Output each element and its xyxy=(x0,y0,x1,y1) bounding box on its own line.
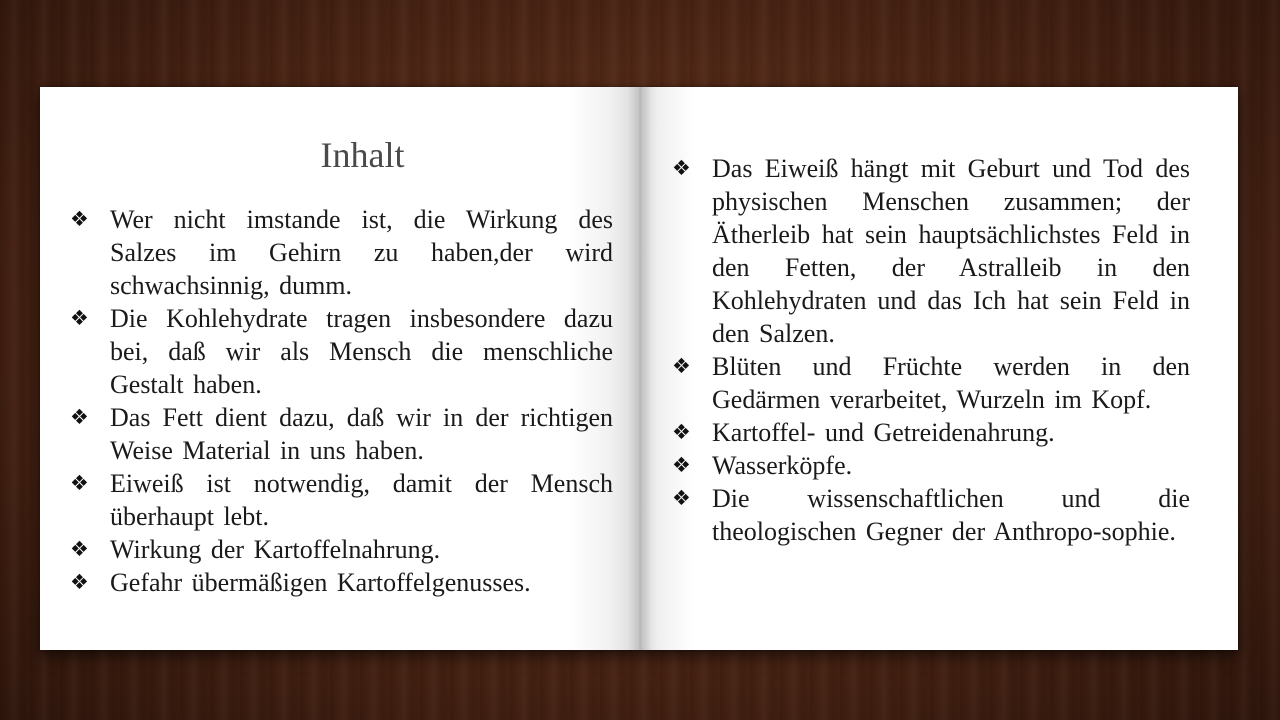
list-item xyxy=(68,203,613,302)
list-item xyxy=(670,449,1190,482)
list-item xyxy=(68,401,613,467)
diamond-bullet-icon: ❖ xyxy=(70,570,89,594)
diamond-bullet-icon: ❖ xyxy=(70,537,89,561)
list-item-text: Blüten und Früchte werden in den Gedärmen verarbeitet, Wurzeln im Kopf. xyxy=(712,352,1190,414)
book-spine xyxy=(628,87,652,650)
list-item xyxy=(68,533,613,566)
list-item-text: Die Kohlehydrate tragen insbesondere dazu bei, daß wir als Mensch die menschliche Gestalt haben. xyxy=(110,304,613,399)
page-title: Inhalt xyxy=(320,135,405,175)
left-bullet-list xyxy=(68,203,613,599)
diamond-bullet-icon: ❖ xyxy=(70,306,89,330)
open-book xyxy=(40,87,1238,650)
diamond-bullet-icon: ❖ xyxy=(70,207,89,231)
list-item-text: Kartoffel- und Getreidenahrung. xyxy=(712,418,1055,447)
left-page xyxy=(40,87,640,650)
diamond-bullet-icon: ❖ xyxy=(672,354,691,378)
diamond-bullet-icon: ❖ xyxy=(70,471,89,495)
diamond-bullet-icon: ❖ xyxy=(672,486,691,510)
diamond-bullet-icon: ❖ xyxy=(672,420,691,444)
list-item xyxy=(68,467,613,533)
list-item-text: Gefahr übermäßigen Kartoffelgenusses. xyxy=(110,568,531,597)
list-item xyxy=(68,566,613,599)
right-bullet-list xyxy=(670,152,1190,548)
list-item-text: Eiweiß ist notwendig, damit der Mensch überhaupt lebt. xyxy=(110,469,613,531)
list-item-text: Wer nicht imstande ist, die Wirkung des Salzes im Gehirn zu haben,der wird schwachsinnig, dumm. xyxy=(110,205,613,300)
list-item xyxy=(670,152,1190,350)
list-item xyxy=(670,350,1190,416)
list-item-text: Wasserköpfe. xyxy=(712,451,853,480)
list-item xyxy=(670,416,1190,449)
list-item-text: Die wissenschaftlichen und die theologischen Gegner der Anthropo-sophie. xyxy=(712,484,1190,546)
diamond-bullet-icon: ❖ xyxy=(672,453,691,477)
diamond-bullet-icon: ❖ xyxy=(70,405,89,429)
list-item-text: Wirkung der Kartoffelnahrung. xyxy=(110,535,441,564)
list-item-text: Das Fett dient dazu, daß wir in der richtigen Weise Material in uns haben. xyxy=(110,403,613,465)
list-item-text: Das Eiweiß hängt mit Geburt und Tod des physischen Menschen zusammen; der Ätherleib hat sein hauptsächlichstes Feld in den Fetten, der Astralleib in den Kohlehydraten und das Ich hat sein Feld in den Salzen. xyxy=(712,154,1190,348)
diamond-bullet-icon: ❖ xyxy=(672,156,691,180)
list-item xyxy=(670,482,1190,548)
list-item xyxy=(68,302,613,401)
